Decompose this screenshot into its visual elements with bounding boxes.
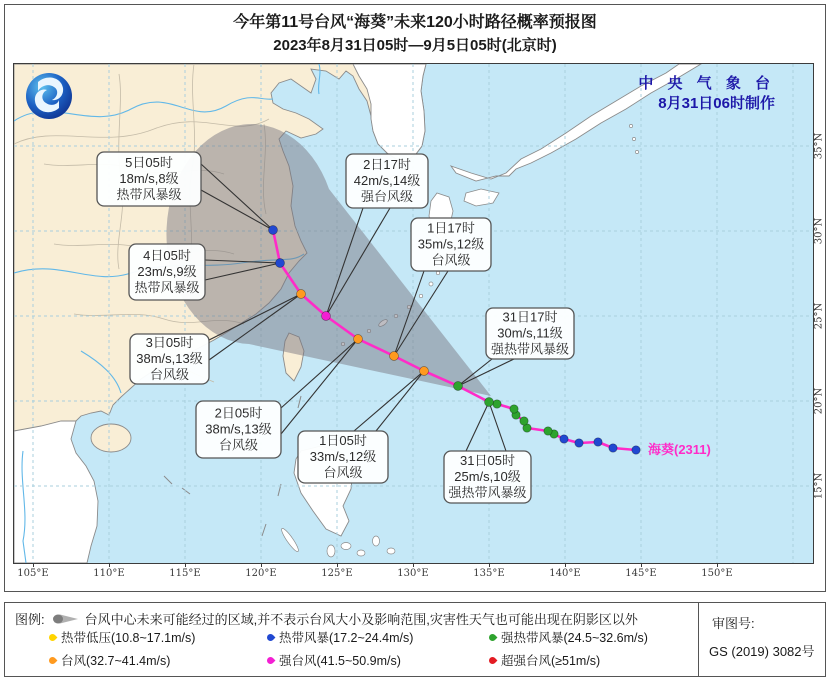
legend-item-label: 超强台风(≥51m/s) <box>501 654 601 668</box>
callout-text: 31日05时 <box>460 453 515 468</box>
forecast-point <box>276 259 285 268</box>
forecast-point <box>269 226 278 235</box>
legend-item-label: 热带低压(10.8~17.1m/s) <box>61 631 196 645</box>
legend-item <box>267 628 413 646</box>
legend-item-label: 强台风(41.5~50.9m/s) <box>279 654 401 668</box>
callout-text: 18m/s,8级 <box>119 171 179 186</box>
callout <box>346 154 428 208</box>
approval-label: 审图号: <box>712 616 755 631</box>
lat-label: 15°N <box>813 472 825 500</box>
lon-tick <box>33 563 34 567</box>
callout-leader-line <box>489 402 506 451</box>
callout-text: 5日05时 <box>125 155 173 170</box>
callout-text: 台风级 <box>323 465 363 480</box>
legend-item-label: 热带风暴(17.2~24.4m/s) <box>279 631 414 645</box>
callout-text: 38m/s,13级 <box>136 351 203 366</box>
callout-text: 25m/s,10级 <box>454 469 521 484</box>
lat-label: 30°N <box>813 217 825 245</box>
lon-tick <box>565 563 566 567</box>
lon-tick <box>261 563 262 567</box>
cone-icon <box>51 612 79 626</box>
forecast-point <box>322 312 331 321</box>
observed-point <box>544 427 552 435</box>
lon-tick <box>641 563 642 567</box>
lon-label: 120°E <box>245 568 277 579</box>
lon-tick <box>413 563 414 567</box>
callout-leader-line <box>466 402 489 451</box>
forecast-map <box>14 64 813 563</box>
observed-point <box>632 446 640 454</box>
observed-point <box>493 400 501 408</box>
observed-point <box>575 439 583 447</box>
agency-issued: 8月31日06时制作 <box>658 95 775 112</box>
legend-marker-icon <box>488 632 498 642</box>
observed-point <box>594 438 602 446</box>
map-subtitle: 2023年8月31日05时—9月5日05时(北京时) <box>273 37 557 54</box>
agency-block <box>638 74 775 114</box>
callout <box>444 451 531 503</box>
callout-text: 35m/s,12级 <box>417 236 485 252</box>
map-frame <box>4 4 826 592</box>
izu-islands <box>629 124 638 153</box>
callout <box>196 401 281 458</box>
legend-item-label: 台风(32.7~41.4m/s) <box>61 654 171 668</box>
callout-text: 强台风级 <box>360 189 414 204</box>
callout-text: 台风级 <box>149 367 190 382</box>
legend-item <box>49 651 170 669</box>
lon-label: 135°E <box>473 568 505 579</box>
callout-text: 30m/s,11级 <box>497 325 563 341</box>
callout-text: 2日05时 <box>214 405 263 421</box>
callout-text: 23m/s,9级 <box>137 264 197 279</box>
indochina <box>14 421 98 563</box>
lon-label: 140°E <box>549 568 581 579</box>
lon-tick <box>185 563 186 567</box>
callout-text: 4日05时 <box>143 248 191 263</box>
lon-tick <box>109 563 110 567</box>
map-title: 今年第11号台风“海葵”未来120小时路径概率预报图 <box>233 14 597 31</box>
title-block <box>5 11 825 57</box>
legend-marker-icon <box>266 655 276 665</box>
callout-text: 台风级 <box>431 252 471 268</box>
observed-point <box>560 435 568 443</box>
forecast-point <box>354 335 363 344</box>
callout-text: 2日17时 <box>363 157 411 172</box>
observed-point <box>609 444 617 452</box>
forecast-point <box>297 290 306 299</box>
callout <box>298 431 388 483</box>
callout <box>130 334 209 384</box>
map-text-labels <box>648 442 711 457</box>
observed-point <box>520 417 528 425</box>
callout-text: 38m/s,13级 <box>205 421 272 437</box>
callout-text: 33m/s,12级 <box>309 449 377 464</box>
forecast-point <box>454 382 463 391</box>
lon-tick <box>337 563 338 567</box>
legend-label: 图例: <box>15 612 45 627</box>
lon-label: 150°E <box>701 568 733 579</box>
legend-marker-icon <box>488 655 498 665</box>
callout-text: 1日17时 <box>427 220 475 236</box>
callout <box>411 218 491 271</box>
agency-name: 中 央 气 象 台 <box>638 75 775 92</box>
lon-tick <box>489 563 490 567</box>
lon-label: 110°E <box>93 568 125 579</box>
legend-item <box>49 628 195 646</box>
legend-item <box>489 628 648 646</box>
callout <box>129 244 205 300</box>
callout-text: 3日05时 <box>145 335 194 350</box>
callout-text: 31日17时 <box>502 309 558 325</box>
lon-label: 115°E <box>169 568 201 579</box>
lat-label: 20°N <box>813 387 825 415</box>
lat-label: 25°N <box>813 302 825 330</box>
lon-label: 105°E <box>17 568 49 579</box>
callout-text: 强热带风暴级 <box>490 341 570 357</box>
callout-text: 热带风暴级 <box>116 187 182 202</box>
lon-label: 125°E <box>321 568 353 579</box>
storm-name-label: 海葵(2311) <box>648 442 711 457</box>
callout-text: 1日05时 <box>319 433 367 448</box>
legend-marker-icon <box>48 655 58 665</box>
callout <box>486 308 574 359</box>
lat-label: 35°N <box>813 132 825 160</box>
legend-marker-icon <box>266 632 276 642</box>
approval-section <box>698 603 825 676</box>
forecast-point <box>420 367 429 376</box>
legend-item <box>489 651 600 669</box>
callout-text: 强热带风暴级 <box>448 485 527 500</box>
legend-cone-row <box>15 609 638 628</box>
callout-text: 42m/s,14级 <box>353 173 421 188</box>
callout-text: 热带风暴级 <box>134 280 200 295</box>
forecast-point <box>485 398 494 407</box>
forecast-point <box>390 352 399 361</box>
observed-point <box>510 405 518 413</box>
legend-cone-text: 台风中心未来可能经过的区域,并不表示台风大小及影响范围,灾害性天气也可能出现在阴影区以外 <box>84 612 638 627</box>
hainan <box>91 424 131 452</box>
legend-item-label: 强热带风暴(24.5~32.6m/s) <box>501 631 648 645</box>
lon-label: 145°E <box>625 568 657 579</box>
approval-number: GS (2019) 3082号 <box>709 644 815 659</box>
lon-tick <box>717 563 718 567</box>
lon-label: 130°E <box>397 568 429 579</box>
japan-shikoku <box>464 189 499 206</box>
callout <box>97 152 201 206</box>
legend-item <box>267 651 401 669</box>
legend-marker-icon <box>48 632 58 642</box>
map-panel <box>13 63 814 564</box>
callout-text: 台风级 <box>218 437 259 453</box>
legend-box <box>4 602 826 677</box>
cma-logo <box>26 73 72 119</box>
